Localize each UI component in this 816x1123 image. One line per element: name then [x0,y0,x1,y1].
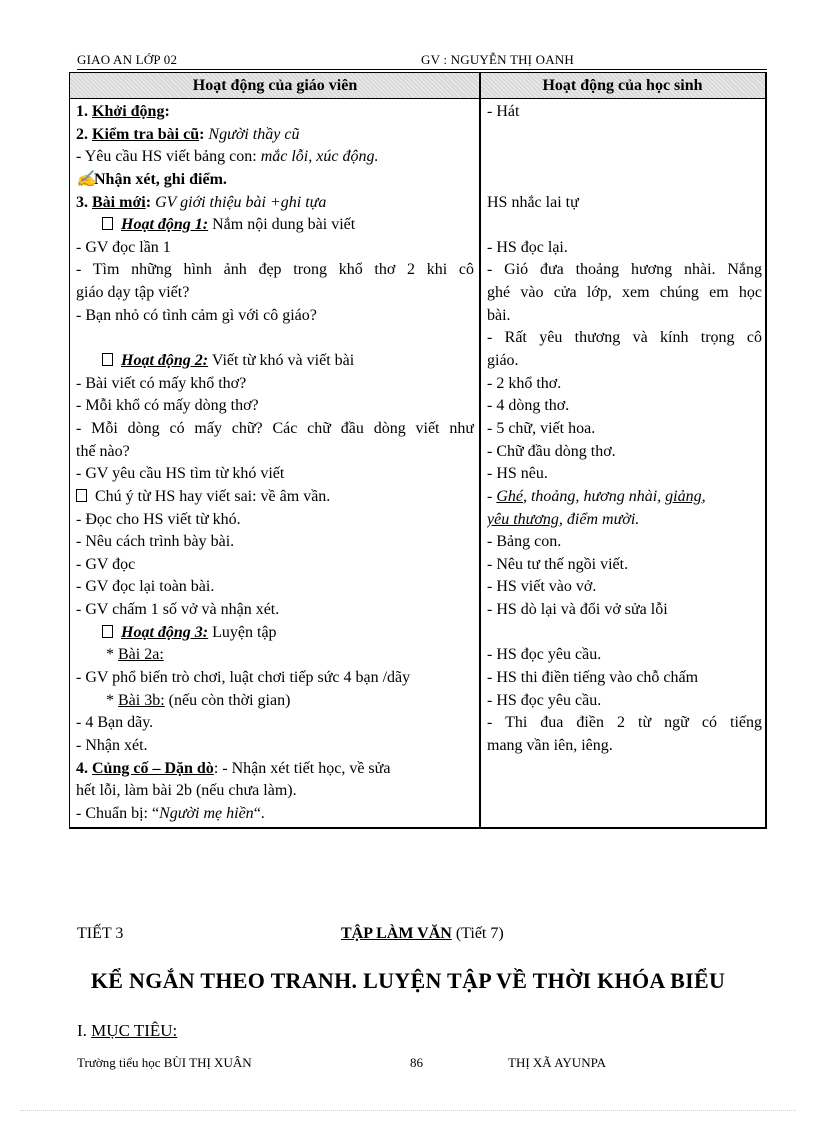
checkbox-icon [102,625,113,638]
list-item: - Rất yêu thương và kính trọng cô [487,329,762,347]
list-item: - HS viết vào vở. [487,578,597,596]
list-item: - GV đọc lại toàn bài. [76,578,215,596]
list-item: Hoạt động 2: Viết từ khó và viết bài [76,350,474,373]
list-item: - Yêu cầu HS viết bảng con: mắc lỗi, xúc động. [76,148,379,166]
list-item: - GV yêu cầu HS tìm từ khó viết [76,465,285,483]
list-item: - Nêu cách trình bày bài. [76,533,235,551]
list-item: giáo. [487,352,519,370]
list-item: - Ghé, thoảng, hương nhài, giảng, [487,487,706,505]
page-header [77,52,767,70]
page-title: KỂ NGẮN THEO TRANH. LUYỆN TẬP VỀ THỜI KHÓA BIỂU [90,968,726,993]
list-item: bài. [487,306,511,324]
list-item: 1. Khởi động: [76,103,170,120]
blank-line [487,146,762,169]
list-item: - Bảng con. [487,533,562,551]
col-student-header: Hoạt động của học sinh [542,77,703,94]
table-header [70,73,765,99]
list-item: - Nhận xét. [76,736,148,754]
list-item: - GV chấm 1 số vở và nhận xét. [76,601,280,619]
checkbox-icon [76,489,87,502]
list-item: 2. Kiểm tra bài cũ: Người thầy cũ [76,125,300,143]
list-item: ghé vào cửa lớp, xem chúng em học [487,284,762,302]
lesson-period: TIẾT 3 [77,925,124,942]
list-item: 3. Bài mới: GV giới thiệu bài +ghi tựa [76,193,327,211]
blank-line [487,214,762,237]
list-item: - Mỗi khổ có mấy dòng thơ? [76,397,259,415]
list-item: - 2 khổ thơ. [487,374,562,392]
list-item: - HS nêu. [487,465,548,483]
header-right: GV : NGUYỄN THỊ OANH [421,52,575,67]
list-item: - GV phổ biến trò chơi, luật chơi tiếp sức 4 bạn /dãy [76,669,411,687]
subject-title: TẬP LÀM VĂN (Tiết 7) [341,925,504,942]
list-item: - HS đọc yêu cầu. [487,646,602,664]
list-item: - Mỗi dòng có mấy chữ? Các chữ đầu dòng viết như [76,419,474,437]
list-item: Hoạt động 1: Nắm nội dung bài viết [76,214,474,237]
list-item: - 5 chữ, viết hoa. [487,419,596,437]
list-item: - Đọc cho HS viết từ khó. [76,510,241,528]
blank-line [487,124,762,147]
list-item: - GV đọc [76,555,136,573]
student-column [487,101,762,758]
blank-line [487,622,762,645]
list-item: mang vần iên, iêng. [487,736,613,754]
list-item: - GV đọc lần 1 [76,238,171,256]
list-item: * Bài 3b: (nếu còn thời gian) [106,691,291,709]
checkbox-icon [102,217,113,230]
list-item: Hoạt động 3: Luyện tập [76,622,474,645]
objective-heading: I. MỤC TIÊU: [77,1021,178,1040]
list-item: - HS dò lại và đổi vở sửa lỗi [487,601,668,619]
list-item: - Chuẩn bị: “Người mẹ hiền“. [76,804,265,822]
list-item: - Nêu tư thế ngồi viết. [487,555,629,573]
column-divider [479,73,481,827]
bottom-divider [20,1110,796,1111]
list-item: - Tìm những hình ảnh đẹp trong khổ thơ 2 khi cô [76,261,474,279]
footer-school: Trường tiểu học BÙI THỊ XUÂN [77,1055,252,1070]
list-item: * Bài 2a: [106,646,164,664]
header-left: GIAO AN LỚP 02 [77,52,178,67]
list-item: - Gió đưa thoảng hương nhài. Nắng [487,261,762,279]
blank-line [76,327,474,350]
list-item: - HS đọc lại. [487,238,568,256]
list-item: - Hát [487,103,520,120]
teacher-column [76,101,474,826]
footer-page-number: 86 [410,1055,423,1070]
list-item: - Bài viết có mấy khổ thơ? [76,374,247,392]
list-item: yêu thương, điểm mười. [487,510,640,528]
list-item: 4. Củng cố – Dặn dò: - Nhận xét tiết học, về sửa [76,759,391,777]
footer-town: THỊ XÃ AYUNPA [508,1055,607,1070]
list-item: HS nhắc lai tự [487,193,579,211]
lesson-table [69,72,767,829]
blank-line [487,169,762,192]
list-item: hết lỗi, làm bài 2b (nếu chưa làm). [76,782,297,800]
list-item: - 4 dòng thơ. [487,397,570,415]
pen-check-icon: ✍ [76,170,96,188]
list-item: - Bạn nhỏ có tình cảm gì với cô giáo? [76,306,317,324]
list-item: ✍Nhận xét, ghi điểm. [76,169,474,192]
col-teacher-header: Hoạt động của giáo viên [192,77,358,94]
list-item: Chú ý từ HS hay viết sai: về âm vần. [76,486,474,509]
list-item: - Chữ đầu dòng thơ. [487,442,616,460]
list-item: - Thi đua điền 2 từ ngữ có tiếng [487,714,762,732]
list-item: - HS đọc yêu cầu. [487,691,602,709]
list-item: - 4 Bạn dãy. [76,714,154,732]
list-item: giáo dạy tập viết? [76,284,190,302]
list-item: - HS thi điền tiếng vào chỗ chấm [487,669,699,687]
list-item: thế nào? [76,442,130,460]
checkbox-icon [102,353,113,366]
